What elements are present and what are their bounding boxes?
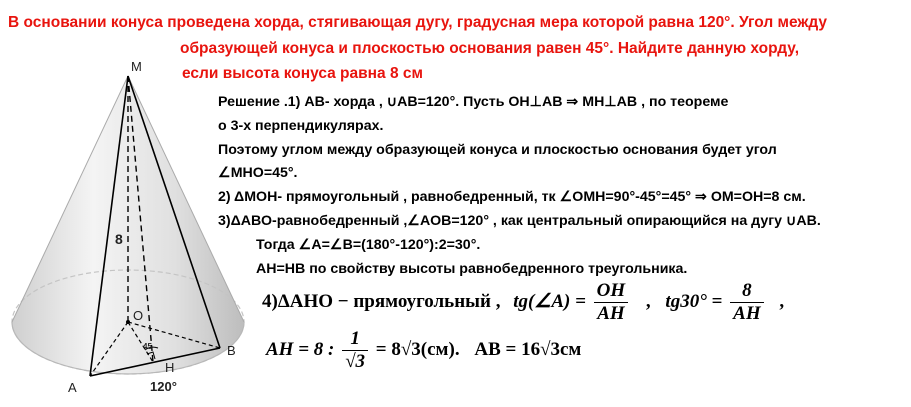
solution-line-1: Решение .1) АВ- хорда , ∪АВ=120°. Пусть ОН⊥АВ ⇒ МН⊥АВ , по теореме	[218, 94, 729, 110]
formula-line-2	[266, 328, 581, 373]
solution-line-4: ∠МНО=45°.	[218, 165, 298, 181]
solution-line-6: 3)ΔАВО-равнобедренный ,∠АОВ=120° , как центральный опирающийся на дугу ∪АВ.	[218, 213, 821, 229]
denominator-ah: AH	[594, 302, 629, 325]
formula1-tg30: tg30° =	[665, 290, 723, 312]
label-b: B	[227, 343, 236, 358]
label-o: O	[133, 308, 144, 323]
fraction-oh-ah	[594, 280, 629, 325]
fraction-8-ah	[730, 280, 763, 325]
solution-line-8: АН=НВ по свойству высоты равнобедренного треугольника.	[256, 261, 688, 277]
label-arc-120: 120°	[150, 379, 177, 394]
label-a: A	[68, 380, 77, 395]
label-height-8: 8	[115, 231, 123, 247]
numerator-8: 8	[742, 280, 752, 301]
label-angle-45: 45	[143, 342, 152, 351]
problem-line-3: если высота конуса равна 8 см	[182, 65, 423, 82]
solution-line-3: Поэтому углом между образующей конуса и плоскостью основания будет угол	[218, 142, 777, 158]
formula1-comma: ,	[645, 290, 651, 312]
problem-line-1: В основании конуса проведена хорда, стягивающая дугу, градусная мера которой равна 120°. Угол между	[8, 14, 828, 31]
label-h: H	[165, 360, 175, 375]
denominator-ah2: AH	[730, 302, 763, 325]
formula-line-1	[262, 280, 784, 325]
formula2-result: = 8√3(см).	[375, 338, 460, 360]
formula2-ah-eq: AH = 8 :	[266, 338, 335, 360]
formula1-comma-2: ,	[779, 290, 785, 312]
solution-line-7: Тогда ∠А=∠В=(180°-120°):2=30°.	[256, 237, 481, 253]
problem-line-2: образующей конуса и плоскостью основания равен 45°. Найдите данную хорду,	[180, 40, 800, 57]
solution-line-5: 2) ΔМОН- прямоугольный , равнобедренный, тк ∠ОМН=90°-45°=45° ⇒ ОМ=ОН=8 см.	[218, 189, 806, 205]
label-m: M	[131, 59, 142, 74]
formula2-ab: AB = 16√3см	[474, 338, 582, 360]
point-o	[126, 320, 130, 324]
fraction-1-sqrt3	[342, 328, 368, 373]
denominator-sqrt3: √3	[342, 350, 368, 373]
numerator-1: 1	[350, 328, 360, 349]
numerator-oh: OH	[596, 280, 626, 301]
solution-line-2: о 3-х перпендикулярах.	[218, 118, 384, 134]
formula1-prefix: 4)ΔАНО − прямоугольный ,	[262, 290, 501, 312]
formula1-tg-a: tg(∠A) =	[513, 290, 586, 312]
